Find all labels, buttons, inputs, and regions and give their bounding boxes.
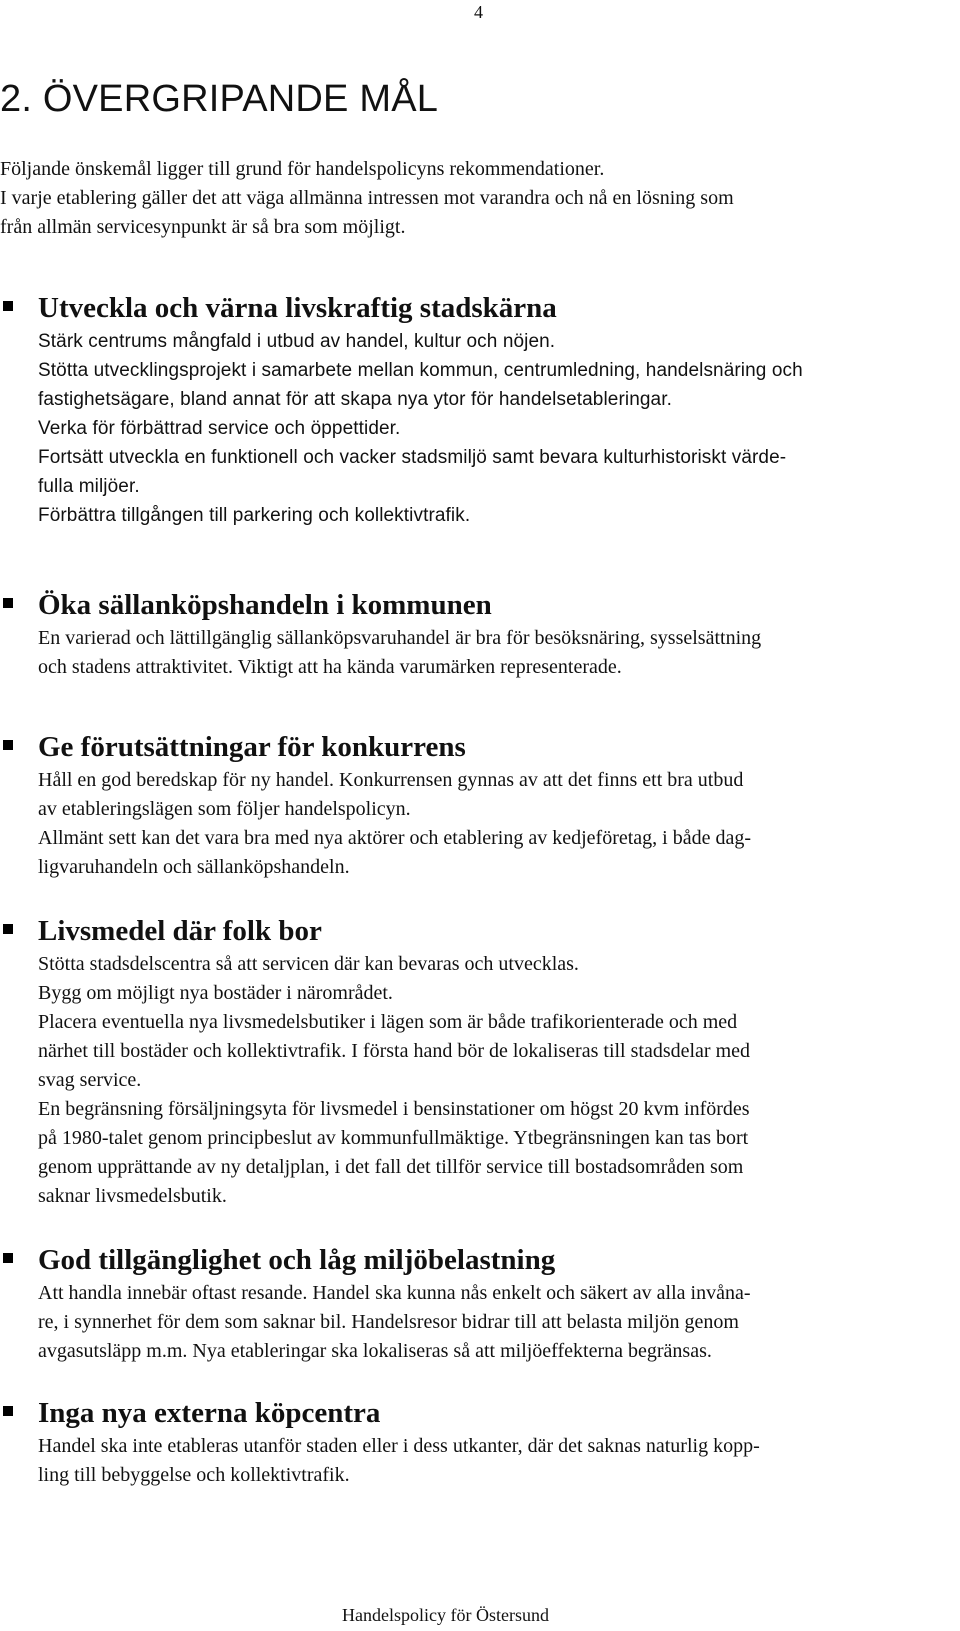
page-heading: 2. ÖVERGRIPANDE MÅL <box>0 78 439 120</box>
body-line: Stötta utvecklingsprojekt i samarbete mellan kommun, centrumledning, handelsnäring och <box>38 360 803 381</box>
section-header <box>0 586 960 624</box>
section-title: Livsmedel där folk bor <box>38 915 322 947</box>
section-header <box>0 1241 960 1279</box>
page-number: 4 <box>474 2 483 22</box>
body-line: Stötta stadsdelscentra så att servicen där kan bevaras och utvecklas. <box>38 953 579 975</box>
body-line: svag service. <box>38 1069 142 1091</box>
body-line: fulla miljöer. <box>38 476 140 497</box>
body-line: Stärk centrums mångfald i utbud av handel, kultur och nöjen. <box>38 331 556 352</box>
section-title: Inga nya externa köpcentra <box>38 1397 381 1429</box>
body-line: Allmänt sett kan det vara bra med nya aktörer och etablering av kedjeföretag, i både dag- <box>38 827 752 849</box>
section-title: Utveckla och värna livskraftig stadskärna <box>38 292 557 324</box>
section-header <box>0 912 960 950</box>
section-title: God tillgänglighet och låg miljöbelastning <box>38 1244 556 1276</box>
section-body <box>38 766 960 882</box>
body-line: Placera eventuella nya livsmedelsbutiker i lägen som är både trafikorienterade och med <box>38 1011 738 1033</box>
section-tillganglighet <box>0 1241 960 1366</box>
section-body <box>38 327 960 530</box>
section-body <box>38 624 960 682</box>
square-bullet-icon <box>3 1406 13 1416</box>
square-bullet-icon <box>3 301 13 311</box>
body-line: ling till bebyggelse och kollektivtrafik. <box>38 1464 350 1486</box>
body-line: närhet till bostäder och kollektivtrafik. I första hand bör de lokaliseras till stadsdelar med <box>38 1040 751 1062</box>
section-konkurrens <box>0 728 960 882</box>
intro-line: Följande önskemål ligger till grund för handelspolicyns rekommendationer. <box>0 158 605 180</box>
body-line: genom upprättande av ny detaljplan, i det fall det tillför service till bostadsområden som <box>38 1156 744 1178</box>
body-line: fastighetsägare, bland annat för att skapa nya ytor för handelsetableringar. <box>38 389 672 410</box>
body-line: och stadens attraktivitet. Viktigt att ha kända varumärken representerade. <box>38 656 622 678</box>
section-body <box>38 1432 960 1490</box>
section-livskraftig-stadskarna <box>0 289 960 530</box>
section-header <box>0 728 960 766</box>
body-line: Att handla innebär oftast resande. Handel ska kunna nås enkelt och säkert av alla invåna- <box>38 1282 751 1304</box>
body-line: av etableringslägen som följer handelspolicyn. <box>38 798 411 820</box>
page-footer: Handelspolicy för Östersund <box>342 1605 549 1625</box>
square-bullet-icon <box>3 924 13 934</box>
body-line: Håll en god beredskap för ny handel. Konkurrensen gynnas av att det finns ett bra utbud <box>38 769 744 791</box>
section-header <box>0 289 960 327</box>
section-title: Öka sällanköpshandeln i kommunen <box>38 589 492 621</box>
section-sallankopshandeln <box>0 586 960 682</box>
body-line: ligvaruhandeln och sällanköpshandeln. <box>38 856 350 878</box>
section-title: Ge förutsättningar för konkurrens <box>38 731 466 763</box>
body-line: Handel ska inte etableras utanför staden eller i dess utkanter, där det saknas naturlig kopp- <box>38 1435 760 1457</box>
square-bullet-icon <box>3 740 13 750</box>
square-bullet-icon <box>3 1253 13 1263</box>
intro-line: från allmän servicesynpunkt är så bra som möjligt. <box>0 216 406 238</box>
body-line: på 1980-talet genom principbeslut av kommunfullmäktige. Ytbegränsningen kan tas bort <box>38 1127 749 1149</box>
body-line: saknar livsmedelsbutik. <box>38 1185 227 1207</box>
square-bullet-icon <box>3 598 13 608</box>
body-line: En varierad och lättillgänglig sällanköpsvaruhandel är bra för besöksnäring, sysselsättning <box>38 627 762 649</box>
body-line: En begränsning försäljningsyta för livsmedel i bensinstationer om högst 20 kvm infördes <box>38 1098 750 1120</box>
body-line: avgasutsläpp m.m. Nya etableringar ska lokaliseras så att miljöeffekterna begränsas. <box>38 1340 712 1362</box>
section-body <box>38 1279 960 1366</box>
section-livsmedel <box>0 912 960 1211</box>
body-line: re, i synnerhet för dem som saknar bil. Handelsresor bidrar till att belasta miljön genom <box>38 1311 739 1333</box>
intro-paragraph <box>0 155 940 242</box>
section-body <box>38 950 960 1211</box>
section-header <box>0 1394 960 1432</box>
section-externa-kopcentra <box>0 1394 960 1490</box>
body-line: Verka för förbättrad service och öppettider. <box>38 418 401 439</box>
body-line: Fortsätt utveckla en funktionell och vacker stadsmiljö samt bevara kulturhistoriskt värde- <box>38 447 787 468</box>
body-line: Bygg om möjligt nya bostäder i närområdet. <box>38 982 393 1004</box>
body-line: Förbättra tillgången till parkering och kollektivtrafik. <box>38 505 471 526</box>
intro-line: I varje etablering gäller det att väga allmänna intressen mot varandra och nå en lösning som <box>0 187 734 209</box>
